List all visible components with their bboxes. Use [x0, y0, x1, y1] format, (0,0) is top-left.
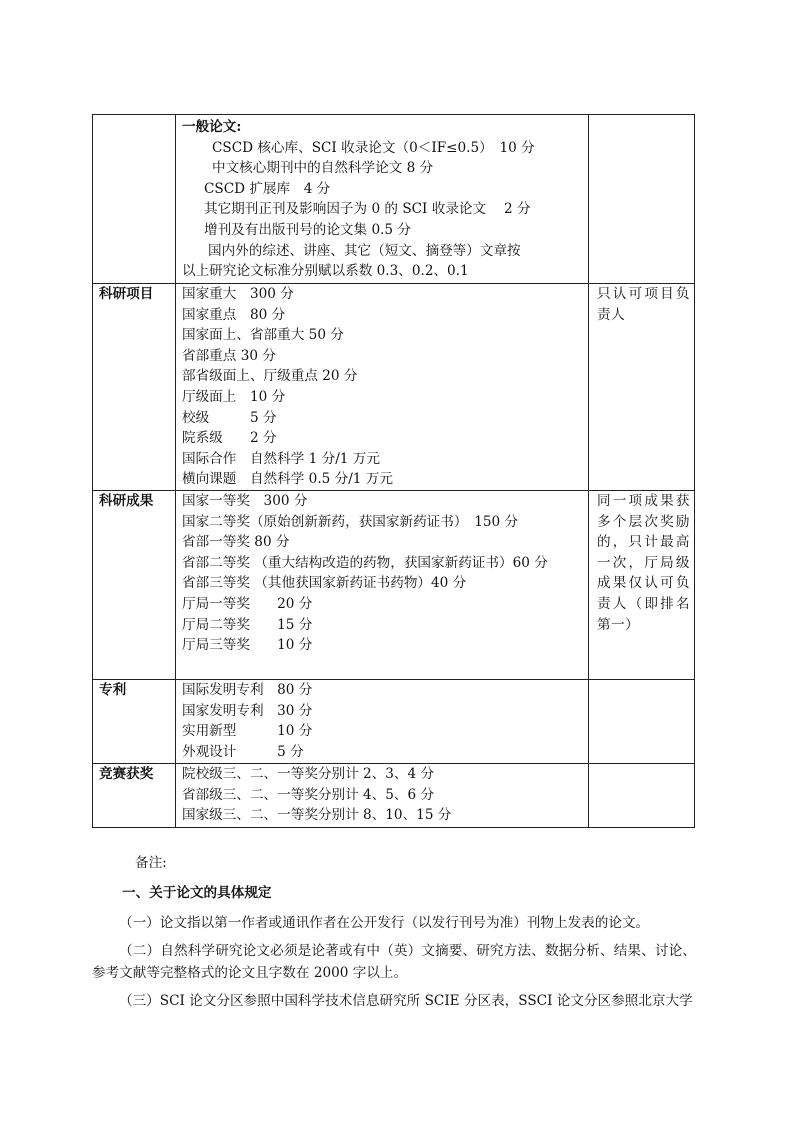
table-row-research-achievements [93, 490, 695, 679]
table-row-patents [93, 679, 695, 763]
content-line: 院系级 2 分 [182, 430, 277, 447]
section-heading: 一、关于论文的具体规定 [122, 885, 272, 901]
content-line: CSCD 核心库、SCI 收录论文（0＜IF≤0.5） 10 分 [212, 139, 535, 156]
table-row-competition-awards [93, 763, 695, 827]
content-line: 厅局一等奖 20 分 [182, 595, 313, 612]
content-line: 国家重大 300 分 [182, 286, 294, 302]
category-cell: 科研项目 [93, 284, 176, 491]
content-cell [176, 284, 589, 491]
remark-item: （一）论文指以第一作者或通讯作者在公开发行（以发行刊号为准）刊物上发表的论文。 [119, 915, 650, 931]
content-line: CSCD 扩展库 4 分 [204, 180, 331, 197]
content-line: 增刊及有出版刊号的论文集 0.5 分 [204, 221, 411, 238]
remarks-title: 备注: [135, 855, 167, 871]
content-line: 部省级面上、厅级重点 20 分 [182, 368, 358, 385]
remarks-section [92, 852, 696, 1012]
content-line: 国家面上、省部重大 50 分 [182, 327, 344, 344]
remark-item: （二）自然科学研究论文必须是论著或有中（英）文摘要、研究方法、数据分析、结果、讨论、参考文献等完整格式的论文且字数在 2000 字以上。 [92, 943, 696, 981]
category-cell: 竞赛获奖 [93, 763, 176, 827]
content-line: 外观设计 5 分 [182, 743, 304, 760]
content-line: 国家级三、二、一等奖分别计 8、10、15 分 [182, 807, 452, 824]
content-line: 省部三等奖 （其他获国家新药证书药物）40 分 [182, 575, 467, 592]
note-cell [589, 763, 695, 827]
content-line: 校级 5 分 [182, 409, 277, 426]
content-line: 国家重点 80 分 [182, 306, 286, 323]
content-line: 省部级三、二、一等奖分别计 4、5、6 分 [182, 786, 435, 803]
category-cell: 专利 [93, 679, 176, 763]
content-line: 国内外的综述、讲座、其它（短文、摘登等）文章按 [208, 242, 521, 259]
content-line: 厅级面上 10 分 [182, 388, 286, 405]
note-cell: 同一项成果获多个层次奖励的，只计最高一次，厅局级成果仅认可负责人（即排名第一） [589, 490, 695, 679]
note-cell [589, 115, 695, 284]
content-line: 省部一等奖 80 分 [182, 534, 290, 551]
category-cell: 科研成果 [93, 490, 176, 679]
content-line: 国家发明专利 30 分 [182, 702, 313, 719]
content-heading: 一般论文: [182, 119, 242, 135]
content-cell [176, 679, 589, 763]
content-line: 国际发明专利 80 分 [182, 681, 313, 698]
content-line: 国家一等奖 300 分 [182, 492, 308, 509]
remark-item: （三）SCI 论文分区参照中国科学技术信息研究所 SCIE 分区表，SSCI 论文分区参照北京大学 [119, 993, 693, 1009]
scoring-table [92, 114, 695, 828]
content-line: 中文核心期刊中的自然科学论文 8 分 [212, 160, 434, 177]
content-line: 省部二等奖 （重大结构改造的药物，获国家新药证书）60 分 [182, 554, 548, 571]
content-line: 国家二等奖（原始创新新药，获国家新药证书） 150 分 [182, 513, 519, 530]
content-line: 以上研究论文标准分别赋以系数 0.3、0.2、0.1 [182, 263, 469, 280]
content-cell [176, 763, 589, 827]
note-cell [589, 679, 695, 763]
content-line: 厅局三等奖 10 分 [182, 637, 313, 654]
content-line: 院校级三、二、一等奖分别计 2、3、4 分 [182, 765, 435, 782]
content-line: 实用新型 10 分 [182, 723, 313, 740]
content-line: 省部重点 30 分 [182, 347, 276, 364]
content-cell [176, 490, 589, 679]
note-cell: 只认可项目负责人 [589, 284, 695, 491]
content-line: 横向课题 自然科学 0.5 分/1 万元 [182, 471, 393, 488]
content-line: 厅局二等奖 15 分 [182, 616, 313, 633]
content-line: 其它期刊正刊及影响因子为 0 的 SCI 收录论文 2 分 [204, 201, 531, 218]
table-row-general-papers [93, 115, 695, 284]
category-cell [93, 115, 176, 284]
content-cell [176, 115, 589, 284]
table-row-research-projects [93, 284, 695, 491]
content-line: 国际合作 自然科学 1 分/1 万元 [182, 450, 380, 467]
